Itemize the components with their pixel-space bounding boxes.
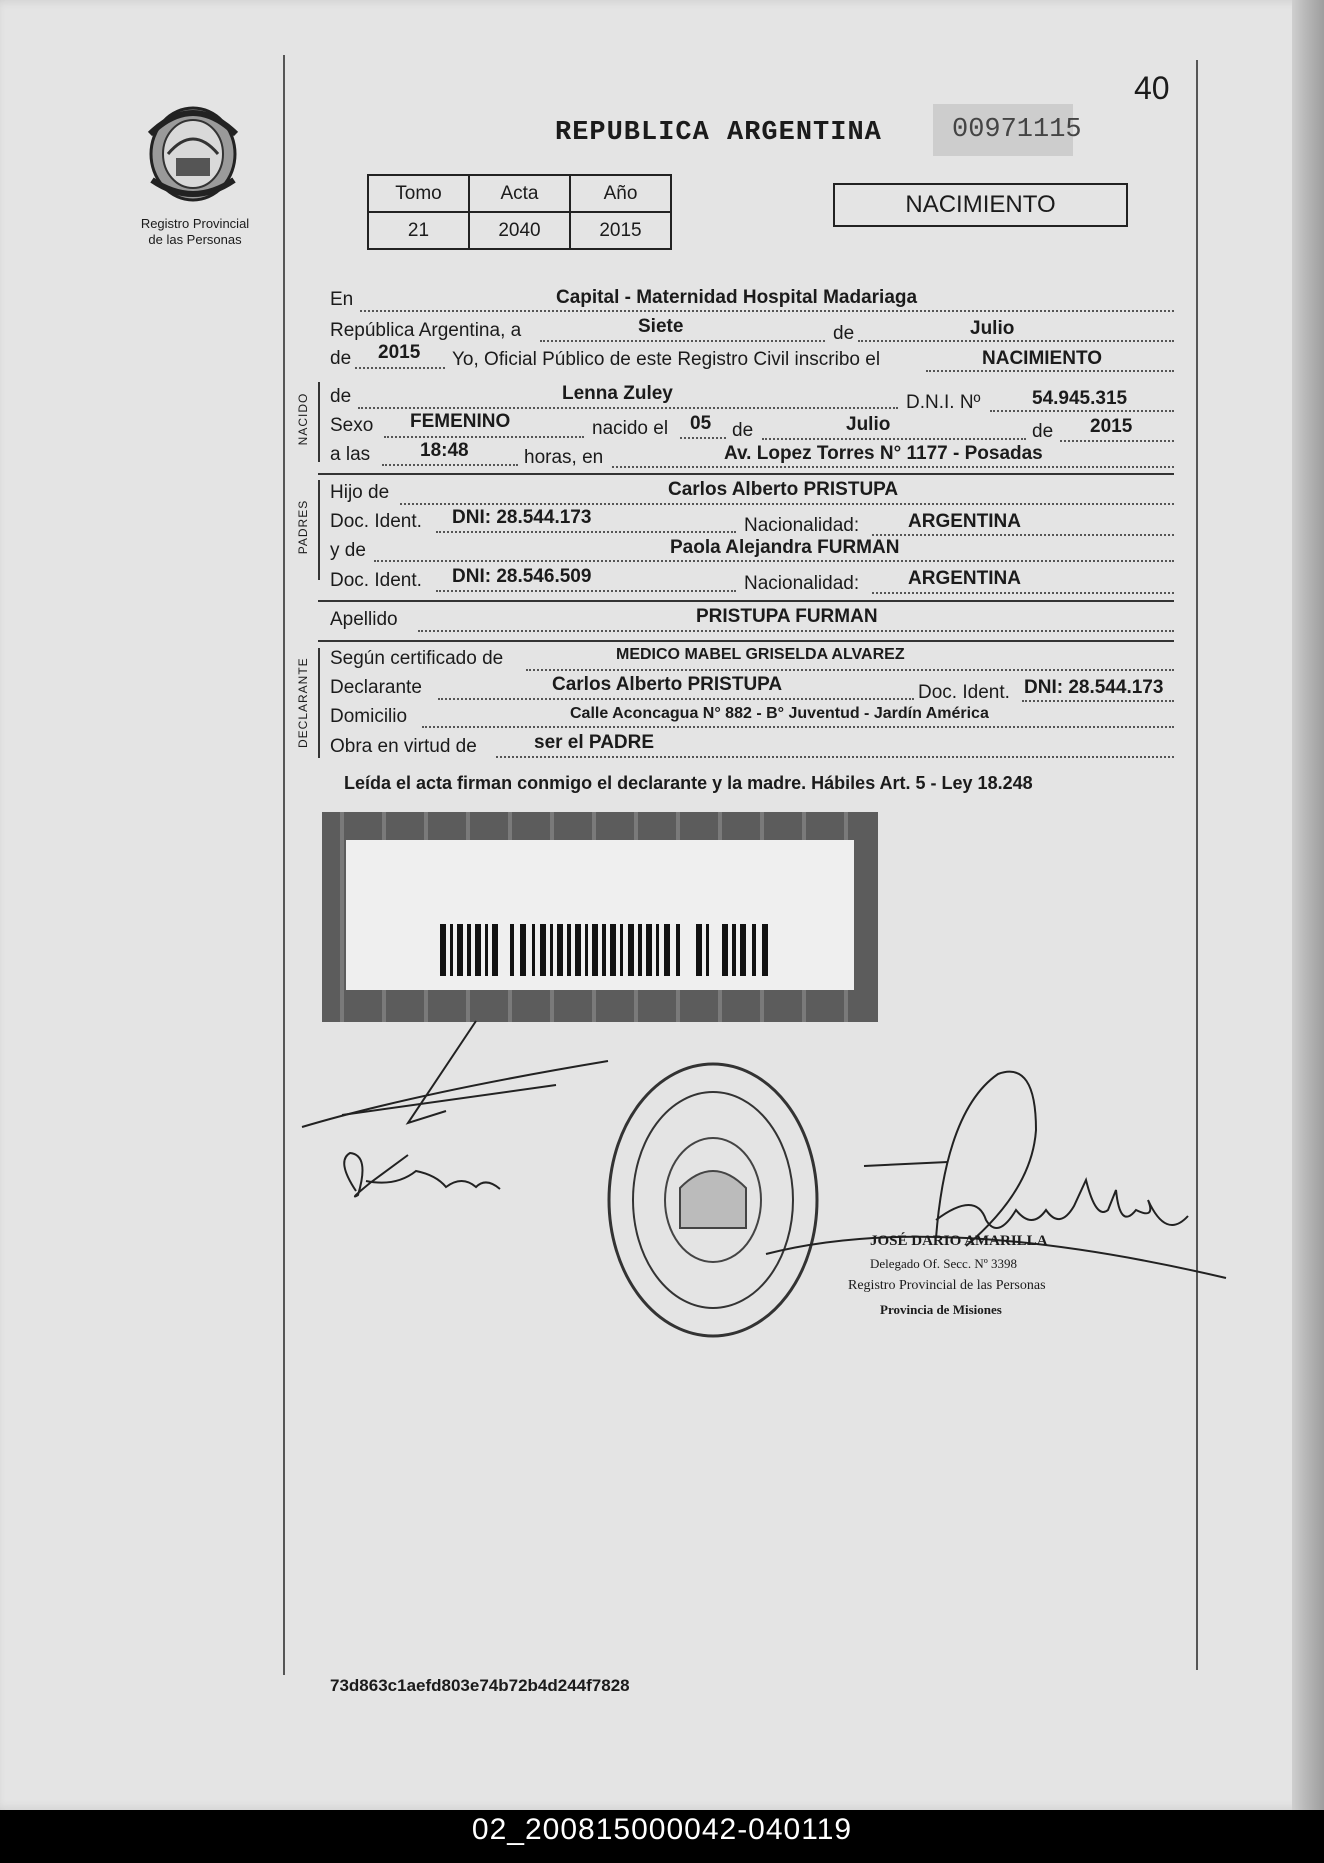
section-divider [318, 600, 1174, 602]
certificate-by: MEDICO MABEL GRISELDA ALVAREZ [616, 646, 905, 663]
declarant-name: Carlos Alberto PRISTUPA [552, 674, 783, 695]
dotted-line [400, 503, 1174, 505]
dotted-line [680, 437, 726, 439]
child-dni: 54.945.315 [1032, 388, 1128, 409]
barcode-icon [440, 924, 772, 976]
dotted-line [382, 464, 518, 466]
label-domicilio: Domicilio [330, 706, 408, 727]
dotted-line [384, 436, 584, 438]
side-label-declarante: DECLARANTE [296, 657, 310, 748]
declarant-address: Calle Aconcagua N° 882 - B° Juventud - Jardín América [570, 705, 989, 722]
dotted-line [436, 531, 736, 533]
surname: PRISTUPA FURMAN [696, 606, 878, 627]
registry-table [367, 174, 672, 250]
birth-month: Julio [846, 414, 891, 435]
mother-doc: DNI: 28.546.509 [452, 566, 592, 587]
section-bracket [318, 382, 320, 462]
official-province: Provincia de Misiones [880, 1302, 1002, 1317]
dotted-line [926, 370, 1174, 372]
label-doc-ident-mother: Doc. Ident. [330, 570, 422, 591]
label-de-month: de [732, 420, 754, 441]
registry-value-acta: 2040 [469, 212, 570, 249]
label-obra: Obra en virtud de [330, 736, 477, 757]
birth-day: 05 [690, 413, 712, 434]
logo-caption [110, 216, 280, 248]
birth-place: Capital - Maternidad Hospital Madariaga [556, 287, 918, 308]
dotted-line [872, 534, 1174, 536]
official-name: JOSÉ DARIO AMARILLA [870, 1233, 1048, 1249]
label-doc-ident-declarant: Doc. Ident. [918, 682, 1010, 703]
mother-nationality: ARGENTINA [908, 568, 1021, 589]
signature-declarant [296, 1015, 626, 1235]
child-name: Lenna Zuley [562, 383, 673, 404]
registry-value-ano: 2015 [570, 212, 671, 249]
label-nacionalidad-father: Nacionalidad: [744, 515, 860, 536]
father-name: Carlos Alberto PRISTUPA [668, 479, 899, 500]
right-margin-line [1196, 60, 1198, 1670]
dotted-line [1060, 440, 1174, 442]
act-type: NACIMIENTO [982, 348, 1102, 369]
page-edge [1292, 0, 1324, 1810]
declarant-capacity: ser el PADRE [534, 732, 655, 753]
declarant-doc: DNI: 28.544.173 [1024, 677, 1164, 698]
label-hijo-de: Hijo de [330, 482, 390, 503]
dotted-line [422, 726, 1174, 728]
label-nacido-el: nacido el [592, 418, 669, 439]
label-yo: Yo, Oficial Público de este Registro Civil inscribo el [452, 349, 881, 370]
mother-name: Paola Alejandra FURMAN [670, 537, 900, 558]
dotted-line [418, 630, 1174, 632]
label-horas-en: horas, en [524, 447, 604, 468]
label-de-year: de [330, 348, 352, 369]
serial-number: 00971115 [952, 115, 1082, 145]
label-dni: D.N.I. Nº [906, 392, 981, 413]
section-bracket [318, 480, 320, 580]
document-title: REPUBLICA ARGENTINA [555, 118, 882, 148]
registry-value-tomo: 21 [368, 212, 469, 249]
registry-header-ano: Año [570, 175, 671, 212]
label-sexo: Sexo [330, 415, 374, 436]
official-office: Registro Provincial de las Personas [848, 1278, 1046, 1293]
year: 2015 [378, 342, 421, 363]
side-label-padres: PADRES [296, 499, 310, 555]
dotted-line [355, 367, 445, 369]
dotted-line [872, 592, 1174, 594]
father-doc: DNI: 28.544.173 [452, 507, 592, 528]
label-nacionalidad-mother: Nacionalidad: [744, 573, 860, 594]
dotted-line [540, 340, 825, 342]
label-de-byear: de [1032, 421, 1054, 442]
label-de-name: de [330, 386, 352, 407]
label-apellido: Apellido [330, 609, 398, 630]
section-divider [318, 473, 1174, 475]
dotted-line [1022, 700, 1174, 702]
child-sex: FEMENINO [410, 411, 511, 432]
dotted-line [858, 340, 1174, 342]
section-divider [318, 640, 1174, 642]
label-segun: Según certificado de [330, 648, 504, 669]
dni-sticker [322, 812, 878, 1022]
official-role: Delegado Of. Secc. Nº 3398 [870, 1256, 1017, 1271]
dotted-line [762, 438, 1026, 440]
label-declarante: Declarante [330, 677, 422, 698]
month-word: Julio [970, 318, 1015, 339]
father-nationality: ARGENTINA [908, 511, 1021, 532]
dotted-line [990, 410, 1174, 412]
section-bracket [318, 648, 320, 758]
logo-caption-line1: Registro Provincial [140, 216, 250, 231]
birth-year: 2015 [1090, 416, 1133, 437]
birth-time: 18:48 [420, 440, 469, 461]
dotted-line [526, 669, 1174, 671]
birth-address: Av. Lopez Torres N° 1177 - Posadas [724, 443, 1043, 464]
dotted-line [436, 590, 736, 592]
document-type-box: NACIMIENTO [833, 183, 1128, 227]
label-doc-ident-father: Doc. Ident. [330, 511, 422, 532]
label-de: de [833, 323, 855, 344]
registry-header-tomo: Tomo [368, 175, 469, 212]
dotted-line [374, 560, 1174, 562]
document-hash: 73d863c1aefd803e74b72b4d244f7828 [330, 1676, 630, 1695]
page-number: 40 [1134, 70, 1170, 106]
label-republica: República Argentina, a [330, 320, 522, 341]
dotted-line [438, 698, 914, 700]
signature-note: Leída el acta firman conmigo el declarante y la madre. Hábiles Art. 5 - Ley 18.248 [344, 773, 1033, 793]
dotted-line [360, 310, 1174, 312]
dotted-line [358, 407, 898, 409]
scan-footer-code: 02_200815000042-040119 [471, 1813, 853, 1846]
label-en: En [330, 289, 354, 310]
logo-caption-line2: de las Personas [148, 232, 242, 247]
left-margin-line [283, 55, 285, 1675]
registry-header-acta: Acta [469, 175, 570, 212]
day-word: Siete [638, 316, 684, 337]
side-label-nacido: NACIDO [296, 392, 310, 446]
label-a-las: a las [330, 444, 371, 465]
label-y-de: y de [330, 540, 366, 561]
provincial-emblem-icon [138, 96, 248, 206]
dotted-line [612, 466, 1174, 468]
dotted-line [496, 756, 1174, 758]
